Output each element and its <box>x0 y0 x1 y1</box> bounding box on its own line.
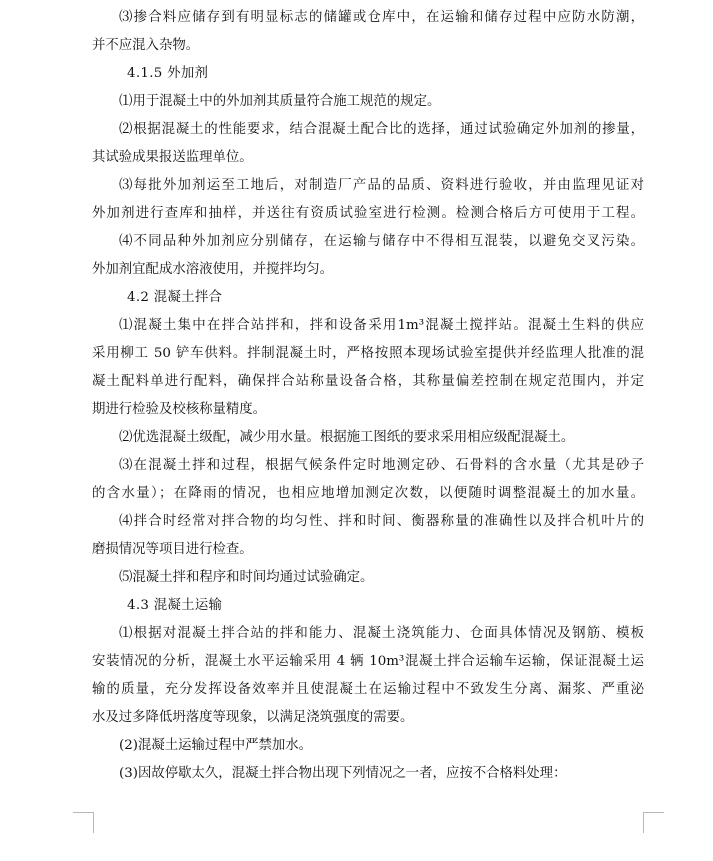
document-body <box>92 4 644 788</box>
paragraph-line: 外加剂宜配成水溶液使用，并搅拌均匀。 <box>92 262 334 277</box>
paragraph-line: 采用柳工 50 铲车供料。拌制混凝土时，严格按照本现场试验室提供并经监理人批准的混 <box>92 346 644 361</box>
paragraph-line: 并不应混入杂物。 <box>92 38 200 53</box>
paragraph-line: ⑶掺合料应储存到有明显标志的储罐或仓库中，在运输和储存过程中应防水防潮， <box>119 10 644 25</box>
paragraph-line: 输的质量，充分发挥设备效率并且使混凝土在运输过程中不致发生分离、漏浆、严重泌 <box>92 682 644 697</box>
paragraph-line: ⑷拌合时经常对拌合物的均匀性、拌和时间、衡器称量的准确性以及拌合机叶片的 <box>119 514 644 529</box>
paragraph-line: 的含水量）；在降雨的情况，也相应地增加测定次数，以便随时调整混凝土的加水量。 <box>92 486 644 501</box>
paragraph-line: ⑴用于混凝土中的外加剂其质量符合施工规范的规定。 <box>119 94 441 109</box>
paragraph-line: (3)因故停歇太久，混凝土拌合物出现下列情况之一者，应按不合格料处理： <box>119 766 567 781</box>
paragraph-line: ⑶每批外加剂运至工地后，对制造厂产品的品质、资料进行验收，并由监理见证对 <box>119 178 644 193</box>
paragraph-line: 外加剂进行查库和抽样，并送往有资质试验室进行检测。检测合格后方可使用于工程。 <box>92 206 644 221</box>
paragraph-line: ⑸混凝土拌和程序和时间均通过试验确定。 <box>119 570 374 585</box>
paragraph-line: (2)混凝土运输过程中严禁加水。 <box>119 738 313 753</box>
section-heading: 4.3 混凝土运输 <box>127 598 223 613</box>
paragraph-line: ⑷不同品种外加剂应分别储存，在运输与储存中不得相互混装，以避免交叉污染。 <box>119 234 644 249</box>
paragraph-line: ⑴混凝土集中在拌合站拌和，拌和设备采用1m³混凝土搅拌站。混凝土生料的供应 <box>119 318 644 333</box>
section-heading: 4.1.5 外加剂 <box>127 66 209 81</box>
margin-corner-mark-left <box>73 812 94 833</box>
paragraph-line: 安装情况的分析，混凝土水平运输采用 4 辆 10m³混凝土拌合运输车运输，保证混凝土运 <box>92 654 644 669</box>
section-heading: 4.2 混凝土拌合 <box>127 290 223 305</box>
paragraph-line: ⑴根据对混凝土拌合站的拌和能力、混凝土浇筑能力、仓面具体情况及钢筋、模板 <box>119 626 644 641</box>
paragraph-line: ⑵根据混凝土的性能要求，结合混凝土配合比的选择，通过试验确定外加剂的掺量， <box>119 122 644 137</box>
margin-corner-mark-right <box>643 812 664 833</box>
paragraph-line: 其试验成果报送监理单位。 <box>92 150 253 165</box>
paragraph-line: 水及过多降低坍落度等现象，以满足浇筑强度的需要。 <box>92 710 414 725</box>
paragraph-line: ⑶在混凝土拌和过程，根据气候条件定时地测定砂、石骨料的含水量（尤其是砂子 <box>119 458 644 473</box>
paragraph-line: ⑵优选混凝土级配，减少用水量。根据施工图纸的要求采用相应级配混凝土。 <box>119 430 575 445</box>
paragraph-line: 凝土配料单进行配料，确保拌合站称量设备合格，其称量偏差控制在规定范围内，并定 <box>92 374 644 389</box>
paragraph-line: 磨损情况等项目进行检查。 <box>92 542 253 557</box>
paragraph-line: 期进行检验及校核称量精度。 <box>92 402 267 417</box>
